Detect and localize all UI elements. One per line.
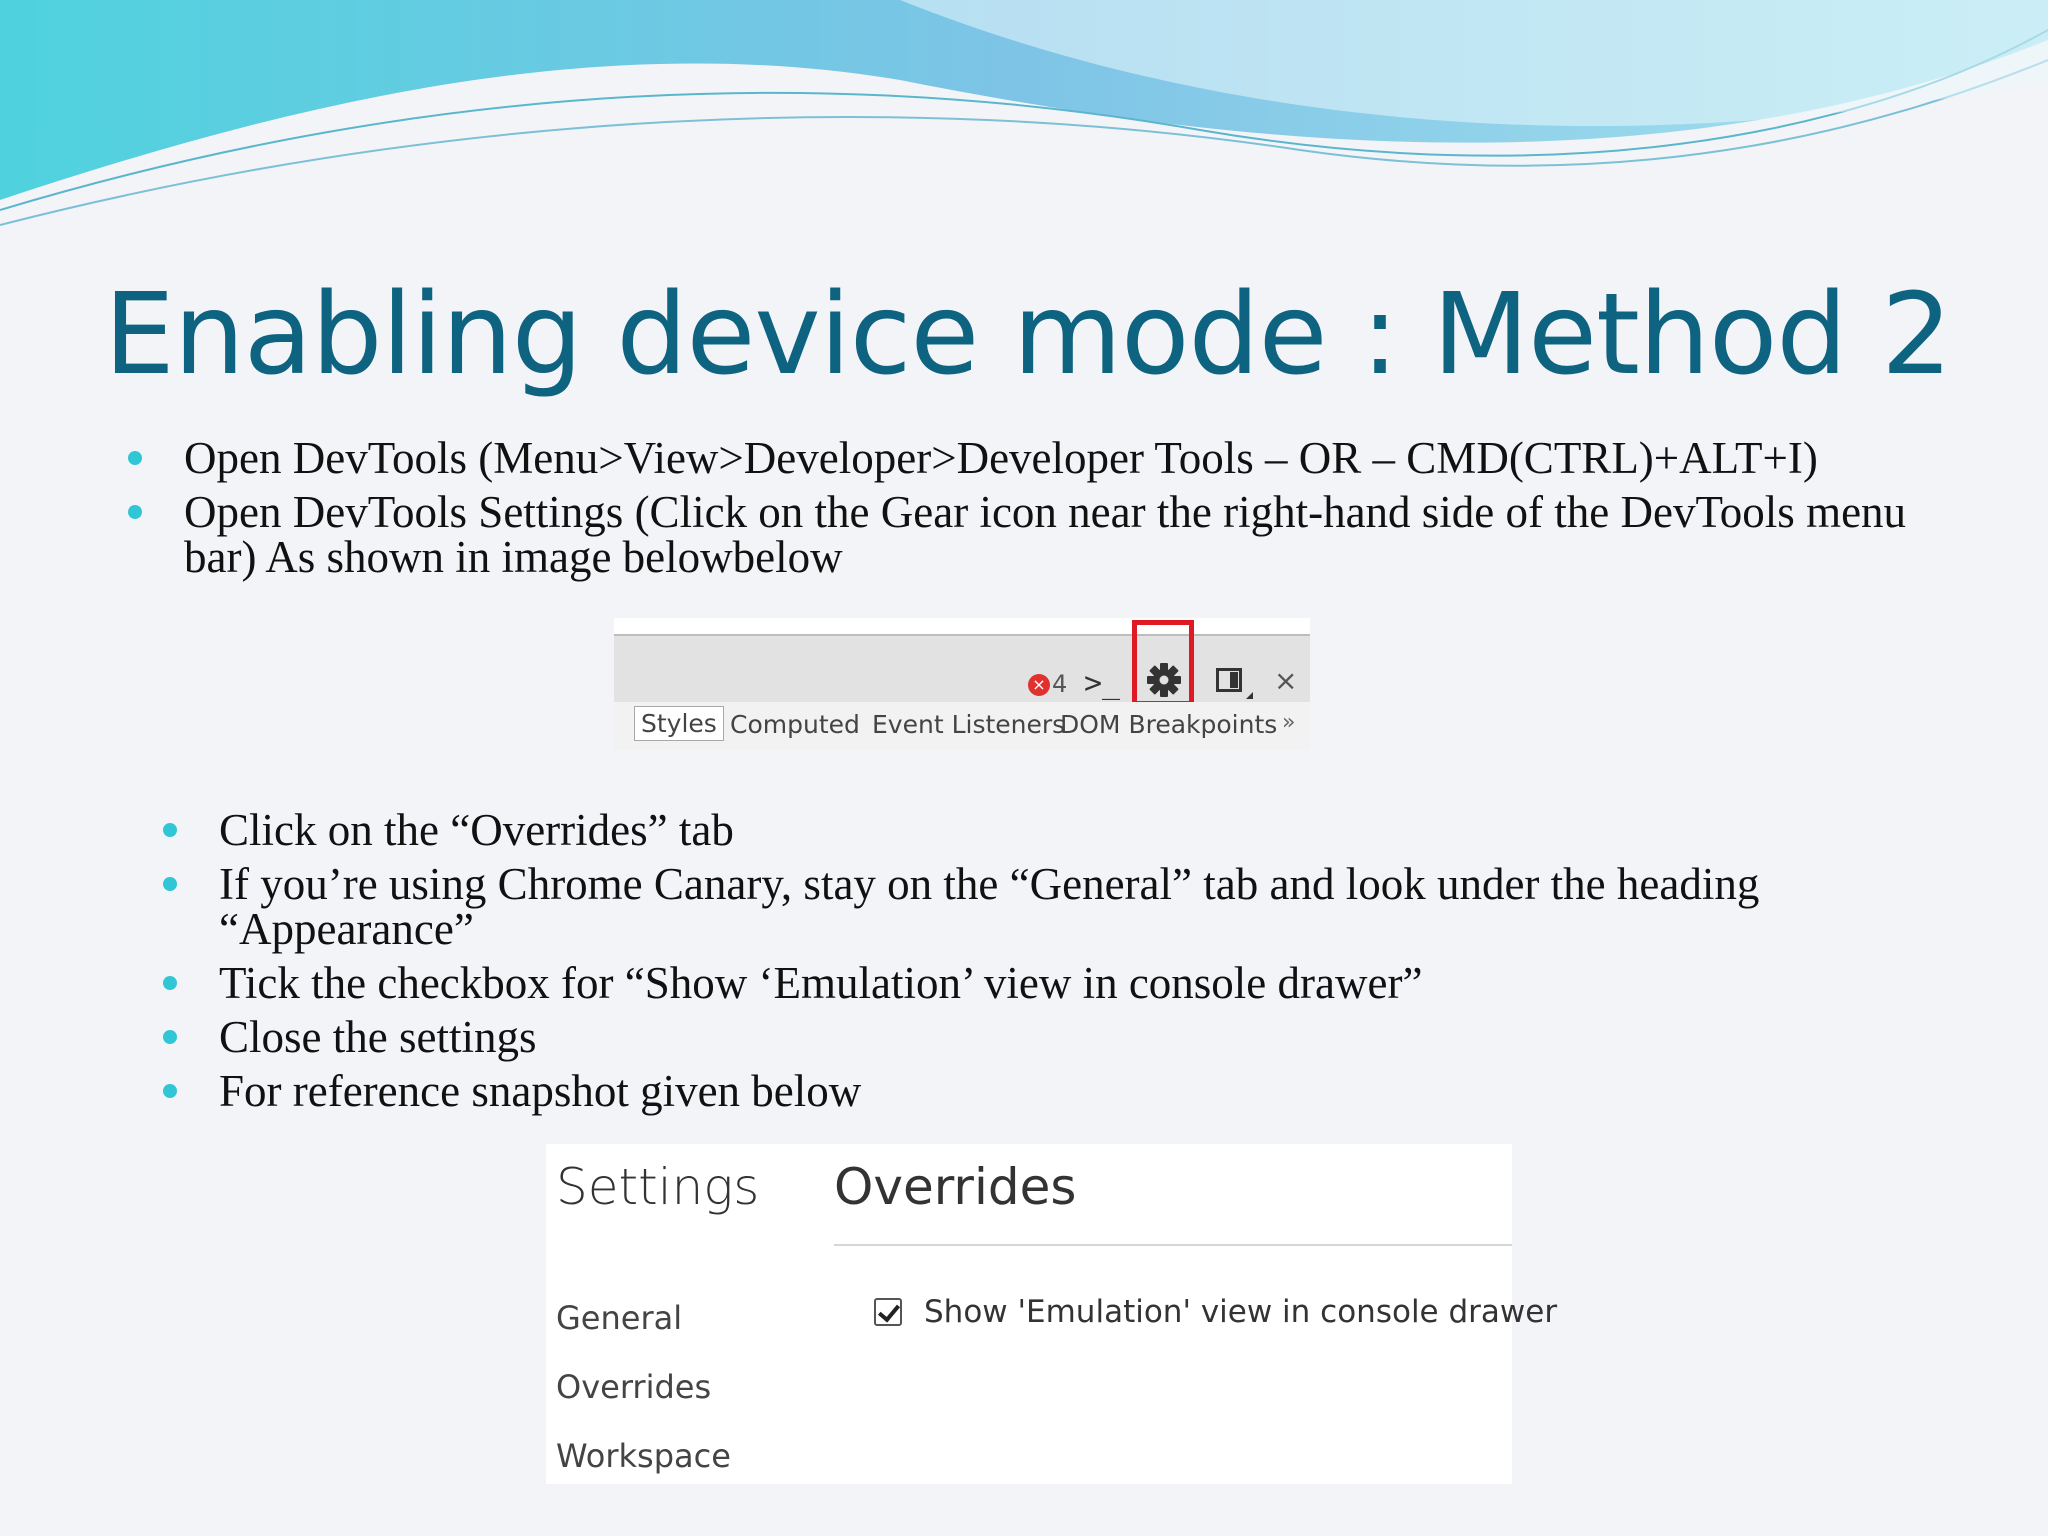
settings-nav-workspace[interactable]: Workspace — [556, 1437, 731, 1475]
settings-heading: Settings — [556, 1158, 760, 1216]
dock-dropdown-icon — [1246, 692, 1253, 699]
slide-title: Enabling device mode : Method 2 — [104, 270, 1952, 400]
list-item: For reference snapshot given below — [219, 1069, 1939, 1114]
divider — [834, 1244, 1512, 1246]
gear-highlight-box — [1132, 620, 1194, 706]
settings-screenshot — [546, 1144, 1558, 1484]
console-icon[interactable]: >_ — [1084, 666, 1121, 701]
list-item: Tick the checkbox for “Show ‘Emulation’ view in console drawer” — [219, 961, 1939, 1006]
tab-dom-breakpoints[interactable]: DOM Breakpoints — [1060, 710, 1278, 739]
list-item: Close the settings — [219, 1015, 1939, 1060]
devtools-toolbar-screenshot — [614, 618, 1310, 750]
settings-nav-general[interactable]: General — [556, 1299, 683, 1337]
tab-computed[interactable]: Computed — [730, 710, 860, 739]
settings-nav — [556, 1284, 731, 1491]
dock-icon[interactable] — [1216, 668, 1242, 692]
error-icon[interactable]: × — [1028, 674, 1050, 696]
emulation-checkbox[interactable] — [874, 1298, 902, 1326]
header-wave-decoration — [0, 0, 2048, 240]
emulation-checkbox-label[interactable]: Show 'Emulation' view in console drawer — [924, 1294, 1558, 1330]
instruction-list-bottom — [219, 805, 1939, 1123]
tab-styles[interactable]: Styles — [634, 706, 724, 741]
tab-event-listeners[interactable]: Event Listeners — [872, 710, 1066, 739]
settings-nav-overrides[interactable]: Overrides — [556, 1368, 712, 1406]
overrides-heading: Overrides — [834, 1158, 1077, 1216]
devtools-sidebar-tabs — [614, 702, 1310, 750]
emulation-checkbox-row[interactable] — [874, 1294, 1557, 1330]
devtools-toolbar — [614, 634, 1310, 704]
error-count[interactable]: 4 — [1052, 670, 1068, 698]
close-icon[interactable]: × — [1274, 664, 1298, 697]
more-tabs-icon[interactable]: » — [1282, 710, 1296, 735]
list-item: Open DevTools (Menu>View>Developer>Developer Tools – OR – CMD(CTRL)+ALT+I) — [184, 436, 1944, 481]
list-item: Click on the “Overrides” tab — [219, 808, 1939, 853]
list-item: Open DevTools Settings (Click on the Gear icon near the right-hand side of the DevTools menu bar) As shown in image belowbelow — [184, 490, 1944, 580]
instruction-list-top — [184, 433, 1944, 589]
list-item: If you’re using Chrome Canary, stay on the “General” tab and look under the heading “Appearance” — [219, 862, 1939, 952]
